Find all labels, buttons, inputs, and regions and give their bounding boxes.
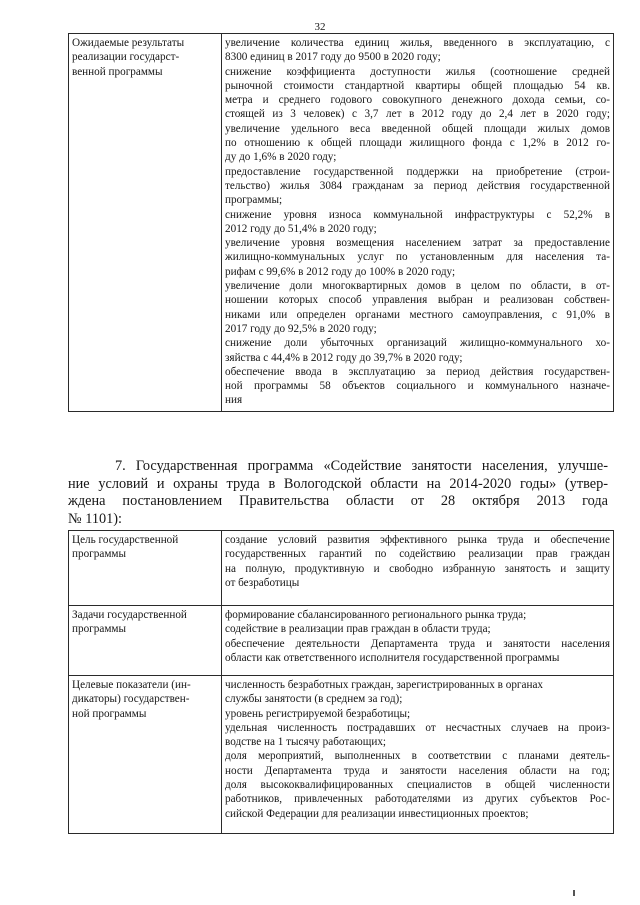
value-line: обеспечение деятельности Департамента труда и занятости населения	[225, 637, 610, 650]
table-row	[69, 531, 614, 606]
label-line: дикаторы) государствен-	[72, 693, 190, 706]
label-line: Ожидаемые результаты	[72, 37, 185, 49]
label-line: программы	[72, 548, 126, 561]
value-cell	[222, 34, 614, 412]
value-line: зяйства с 44,4% в 2012 году до 39,7% в 2020 году;	[225, 351, 463, 364]
value-line: 2012 году до 51,4% в 2020 году;	[225, 222, 377, 235]
value-line: рифам с 99,6% в 2012 году до 100% в 2020 году;	[225, 265, 456, 278]
value-line: 8300 единиц в 2017 году до 9500 в 2020 году;	[225, 51, 441, 64]
value-line: удельная численность пострадавших от несчастных случаев на произ-	[225, 721, 610, 734]
label-line: реализации государст-	[72, 51, 180, 64]
value-line: создание условий развития эффективного рынка труда и обеспечение	[225, 534, 610, 546]
section-heading	[68, 458, 608, 528]
value-line: содействие в реализации прав граждан в области труда;	[225, 623, 491, 636]
value-cell	[222, 531, 614, 606]
value-line: численность безработных граждан, зарегистрированных в органах	[225, 679, 544, 691]
label-line: ной программы	[72, 707, 147, 720]
value-line: увеличение удельного веса введенной общей площади жилых домов	[225, 122, 610, 135]
value-line: области как ответственного исполнителя государственной программы	[225, 651, 560, 664]
value-line: сийской Федерации для реализации инвестиционных проектов;	[225, 807, 529, 820]
value-line: обеспечение ввода в эксплуатацию за период действия государствен-	[225, 365, 610, 378]
heading-line: № 1101):	[68, 510, 123, 527]
value-line: доля мероприятий, выполненных в соответствии с планами деятель-	[225, 750, 610, 763]
value-line: программы;	[225, 194, 283, 207]
scan-margin-mark	[573, 890, 575, 896]
value-line: ния	[225, 394, 243, 407]
value-line: ности Департамента труда и занятости населения области на год;	[225, 764, 610, 777]
value-line: службы занятости (в среднем за год);	[225, 693, 403, 706]
heading-line: ние условий и охраны труда в Вологодской области на 2014-2020 годы» (утвер-	[68, 475, 608, 492]
label-line: Целевые показатели (ин-	[72, 679, 191, 691]
value-line: по отношению к общей площади жилищного фонда с 1,2% в 2012 го-	[225, 137, 610, 150]
value-line: доля высококвалифицированных специалистов в общей численности	[225, 779, 610, 792]
value-line: на полную, продуктивную и свободно избранную занятость и защиту	[225, 562, 610, 575]
value-line: стоящей из 3 человек) с 3,7 лет в 2012 году до 2,4 лет в 2020 году;	[225, 108, 610, 121]
value-line: предоставление государственной поддержки на приобретение (строи-	[225, 165, 610, 178]
heading-line: ждена постановлением Правительства области от 28 октября 2013 года	[68, 493, 608, 510]
value-line: ной программы 58 объектов социального и коммунального назначе-	[225, 380, 610, 393]
value-line: рыночной стоимости стандартной квартиры общей площадью 54 кв.	[225, 79, 610, 92]
value-line: жилищно-коммунальных услуг по установленным для населения та-	[225, 251, 610, 264]
table-row	[69, 606, 614, 676]
label-cell	[69, 676, 222, 834]
table-row	[69, 676, 614, 834]
label-line: Задачи государственной	[72, 609, 187, 621]
value-line: тельство) жилья 3084 гражданам за период действия государственной	[225, 179, 610, 192]
label-line: венной программы	[72, 65, 163, 78]
value-line: 2017 году до 92,5% в 2020 году;	[225, 322, 377, 335]
value-line: ношении которых способ управления выбран и реализован собствен-	[225, 294, 610, 307]
label-line: Цель государственной	[72, 534, 179, 546]
label-line: программы	[72, 623, 126, 636]
value-line: никами или определен органами местного самоуправления, с 91,0% в	[225, 308, 610, 321]
value-line: снижение доли убыточных организаций жилищно-коммунального хо-	[225, 337, 610, 350]
value-line: работников, привлеченных работодателями из других субъектов Рос-	[225, 793, 610, 806]
value-cell	[222, 676, 614, 834]
value-line: государственных гарантий по содействию реализации прав граждан	[225, 548, 610, 561]
value-line: метра и среднего годового совокупного денежного дохода семьи, со-	[225, 94, 610, 107]
value-line: уровень регистрируемой безработицы;	[225, 707, 411, 720]
value-line: от безработицы	[225, 576, 300, 589]
table-row	[69, 34, 614, 412]
value-line: снижение коэффициента доступности жилья (соотношение средней	[225, 65, 610, 78]
value-line: увеличение уровня возмещения населением затрат за предоставление	[225, 237, 610, 250]
value-line: ду до 1,6% в 2020 году;	[225, 151, 337, 164]
program-passport-table	[68, 530, 614, 834]
label-cell	[69, 606, 222, 676]
page-number: 32	[314, 21, 326, 33]
heading-line: 7. Государственная программа «Содействие занятости населения, улучше-	[115, 458, 608, 474]
value-line: формирование сбалансированного регионального рынка труда;	[225, 609, 527, 621]
label-cell	[69, 531, 222, 606]
value-line: увеличение доли многоквартирных домов в целом по области, в от-	[225, 280, 610, 293]
expected-results-table	[68, 33, 614, 412]
value-line: снижение уровня износа коммунальной инфраструктуры с 52,2% в	[225, 208, 610, 221]
value-line: увеличение количества единиц жилья, введенного в эксплуатацию, с	[225, 37, 610, 49]
value-cell	[222, 606, 614, 676]
value-line: водстве на 1 тысячу работающих;	[225, 736, 387, 749]
label-cell	[69, 34, 222, 412]
